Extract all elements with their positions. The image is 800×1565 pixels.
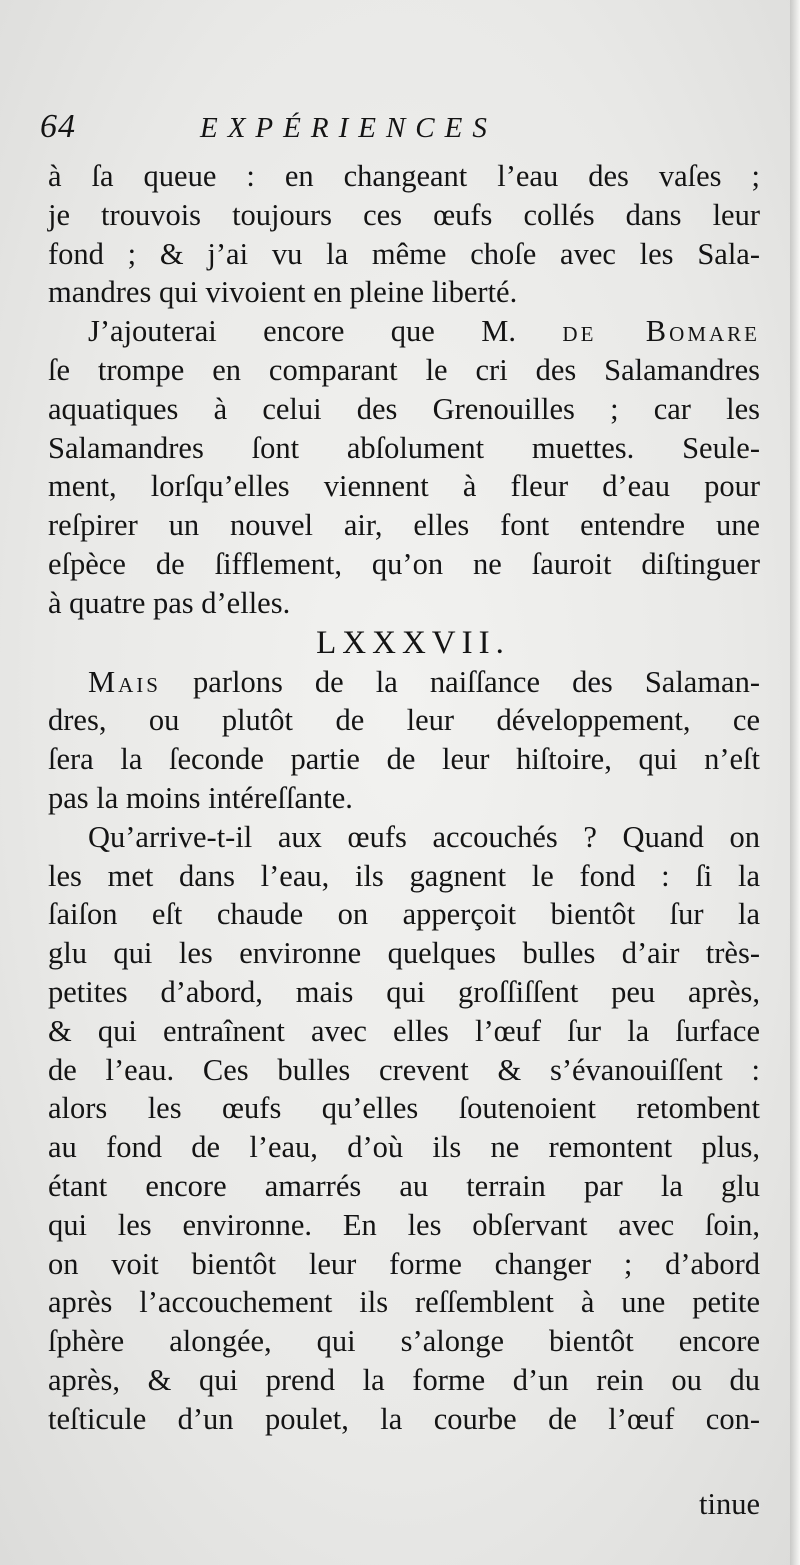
text-line: dres, ou plutôt de leur développement, ce [48, 703, 760, 738]
text-line: J’ajouterai encore que M. de Bomare [88, 314, 760, 349]
text-line: de l’eau. Ces bulles crevent & s’évanouiſſent : [48, 1052, 760, 1087]
text-line: pas la moins intéreſſante. [48, 780, 353, 815]
section-number: LXXXVII. [316, 624, 510, 661]
text-line: ſe trompe en comparant le cri des Salamandres [48, 352, 760, 387]
text-line: ment, lorſqu’elles viennent à fleur d’eau pour [48, 469, 760, 504]
text-line: étant encore amarrés au terrain par la glu [48, 1168, 760, 1203]
text-line: & qui entraînent avec elles l’œuf ſur la ſurface [48, 1013, 760, 1048]
text-line: reſpirer un nouvel air, elles font entendre une [48, 508, 760, 543]
page-edge [790, 0, 800, 1565]
text-line: à quatre pas d’elles. [48, 585, 291, 620]
text-line: Qu’arrive-t-il aux œufs accouchés ? Quand on [88, 819, 760, 854]
page-body [48, 157, 760, 1439]
text-line: fond ; & j’ai vu la même choſe avec les Sala- [48, 236, 760, 271]
text-line: alors les œufs qu’elles ſoutenoient retombent [48, 1091, 760, 1126]
opening-word: Mais [88, 664, 161, 699]
text-line: ſphère alongée, qui s’alonge bientôt encore [48, 1324, 760, 1359]
text-line: mandres qui vivoient en pleine liberté. [48, 275, 518, 310]
text-line: après l’accouchement ils reſſemblent à une petite [48, 1285, 760, 1320]
text-line: qui les environne. En les obſervant avec ſoin, [48, 1207, 760, 1242]
page-number: 64 [40, 108, 76, 145]
text-line: Salamandres ſont abſolument muettes. Seule- [48, 430, 760, 465]
text-line: ſera la ſeconde partie de leur hiſtoire, qui n’eſt [48, 742, 760, 777]
text-line: après, & qui prend la forme d’un rein ou du [48, 1362, 760, 1397]
text-line: je trouvois toujours ces œufs collés dans leur [48, 197, 760, 232]
text-line: on voit bientôt leur forme changer ; d’abord [48, 1246, 760, 1281]
text-line: ſaiſon eſt chaude on apperçoit bientôt ſur la [48, 897, 760, 932]
text-line: au fond de l’eau, d’où ils ne remontent plus, [48, 1130, 760, 1165]
text-line: à ſa queue : en changeant l’eau des vaſes ; [48, 159, 760, 193]
text-line: glu qui les environne quelques bulles d’air très- [48, 936, 760, 971]
text-line: eſpèce de ſifflement, qu’on ne ſauroit diſtinguer [48, 546, 760, 581]
catchword: tinue [699, 1487, 760, 1521]
page-header [40, 108, 740, 158]
text-line: aquatiques à celui des Grenouilles ; car les [48, 391, 760, 426]
text-line: Mais parlons de la naiſſance des Salaman- [88, 664, 760, 699]
running-head: EXPÉRIENCES [200, 112, 497, 144]
text-line: teſticule d’un poulet, la courbe de l’œuf con- [48, 1401, 760, 1436]
text-line: les met dans l’eau, ils gagnent le fond : ſi la [48, 858, 760, 893]
author-name: de Bomare [562, 314, 760, 349]
text-line: petites d’abord, mais qui groſſiſſent peu après, [48, 974, 760, 1009]
